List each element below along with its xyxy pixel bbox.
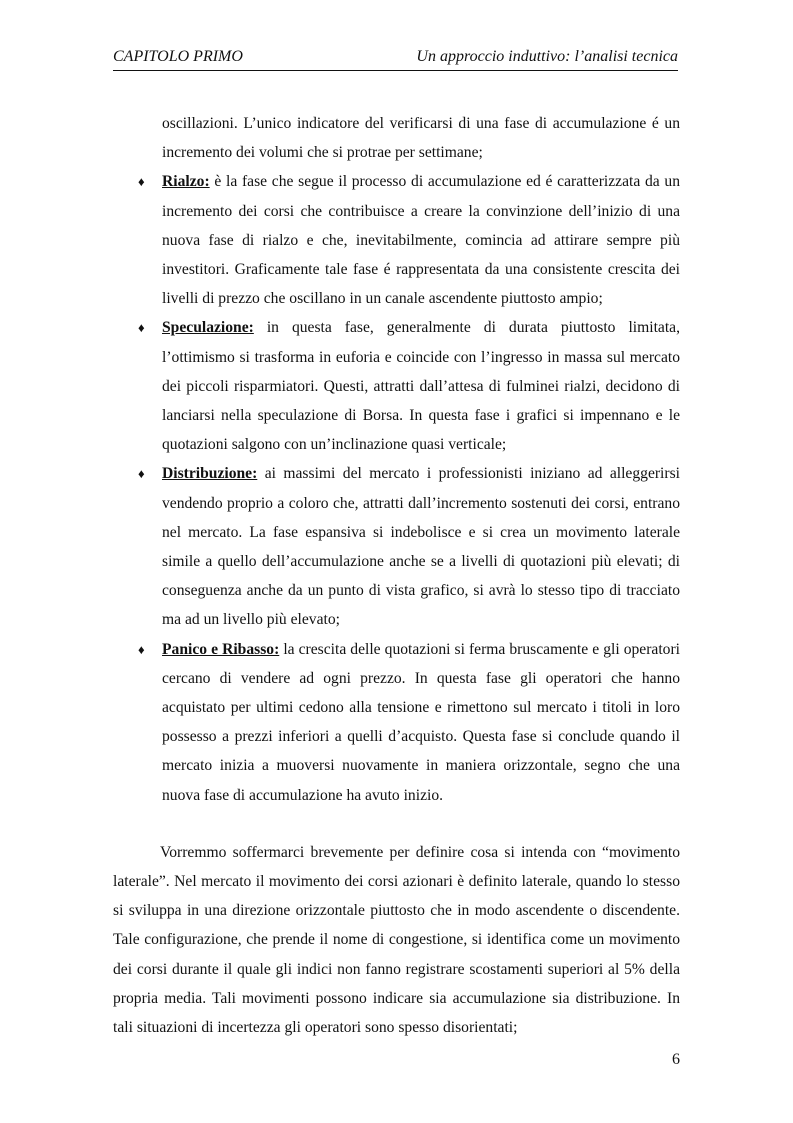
chapter-title: CAPITOLO PRIMO	[113, 48, 243, 65]
description-distribuzione: ai massimi del mercato i professionisti iniziano ad alleggerirsi vendendo proprio a coloro che, attratti dall’incremento sostenuti dei corsi, entrano nel mercato. La fase espansiva si indebolisce e si crea un movimento laterale simile a quello dell’accumulazione anche se a livelli di quotazioni più elevati; di conseguenza anche da un punto di vista grafico, si avrà lo stesso tipo di tracciato ma ad un livello più elevato;	[162, 465, 680, 629]
body-paragraph: Vorremmo soffermarci brevemente per definire cosa si intenda con “movimento laterale”. Nel mercato il movimento dei corsi azionari è definito laterale, quando lo stesso si sviluppa in una direzione orizzontale piuttosto che in modo ascendente o discendente. Tale configurazione, che prende il nome di congestione, si identifica come un movimento dei corsi durante il quale gli indici non fanno registrare scostamenti superiori al 5% della propria media. Tali movimenti possono indicare sia accumulazione sia distribuzione. In tali situazioni di incertezza gli operatori sono spesso disorientati;	[113, 843, 680, 1037]
header-rule	[113, 70, 678, 71]
running-header	[113, 47, 678, 69]
term-distribuzione: Distribuzione:	[162, 465, 258, 483]
term-rialzo: Rialzo:	[162, 173, 210, 191]
diamond-bullet-icon: ♦	[138, 320, 145, 336]
description-speculazione: in questa fase, generalmente di durata piuttosto limitata, l’ottimismo si trasforma in euforia e coincide con l’ingresso in massa sul mercato dei piccoli risparmiatori. Questi, attratti dall’attesa di fulminei rialzi, decidono di lanciarsi nella speculazione di Borsa. In questa fase i grafici si impennano e le quotazioni salgono con un’inclinazione quasi verticale;	[162, 319, 680, 454]
list-item-distribuzione	[138, 459, 680, 634]
term-panico-ribasso: Panico e Ribasso:	[162, 640, 280, 658]
diamond-bullet-icon: ♦	[138, 641, 145, 657]
description-panico-ribasso: la crescita delle quotazioni si ferma bruscamente e gli operatori cercano di vendere ad ogni prezzo. In questa fase gli operatori che hanno acquistato per ultimi cedono alla tensione e rimettono sul mercato i titoli in loro possesso a prezzi inferiori a quelli d’acquisto. Questa fase si conclude quando il mercato inizia a muoversi nuovamente in maniera orizzontale, segno che una nuova fase di accumulazione ha avuto inizio.	[162, 640, 681, 804]
term-speculazione: Speculazione:	[162, 319, 254, 337]
description-rialzo: è la fase che segue il processo di accumulazione ed é caratterizzata da un incremento dei corsi che contribuisce a creare la convinzione dell’inizio di una nuova fase di rialzo e che, inevitabilmente, comincia ad attirare sempre più investitori. Graficamente tale fase é rappresentata da una consistente crescita dei livelli di prezzo che oscillano in un canale ascendente piuttosto ampio;	[162, 173, 680, 308]
page-number: 6	[672, 1051, 680, 1068]
list-item-panico-ribasso	[138, 635, 681, 810]
list-item-rialzo	[138, 167, 680, 313]
continued-paragraph: oscillazioni. L’unico indicatore del verificarsi di una fase di accumulazione é un incremento dei volumi che si protrae per settimane;	[162, 115, 680, 162]
list-item-speculazione	[138, 313, 680, 459]
body-text	[113, 109, 680, 1042]
diamond-bullet-icon: ♦	[138, 174, 145, 190]
section-title: Un approccio induttivo: l’analisi tecnica	[416, 48, 678, 65]
diamond-bullet-icon: ♦	[138, 466, 145, 482]
